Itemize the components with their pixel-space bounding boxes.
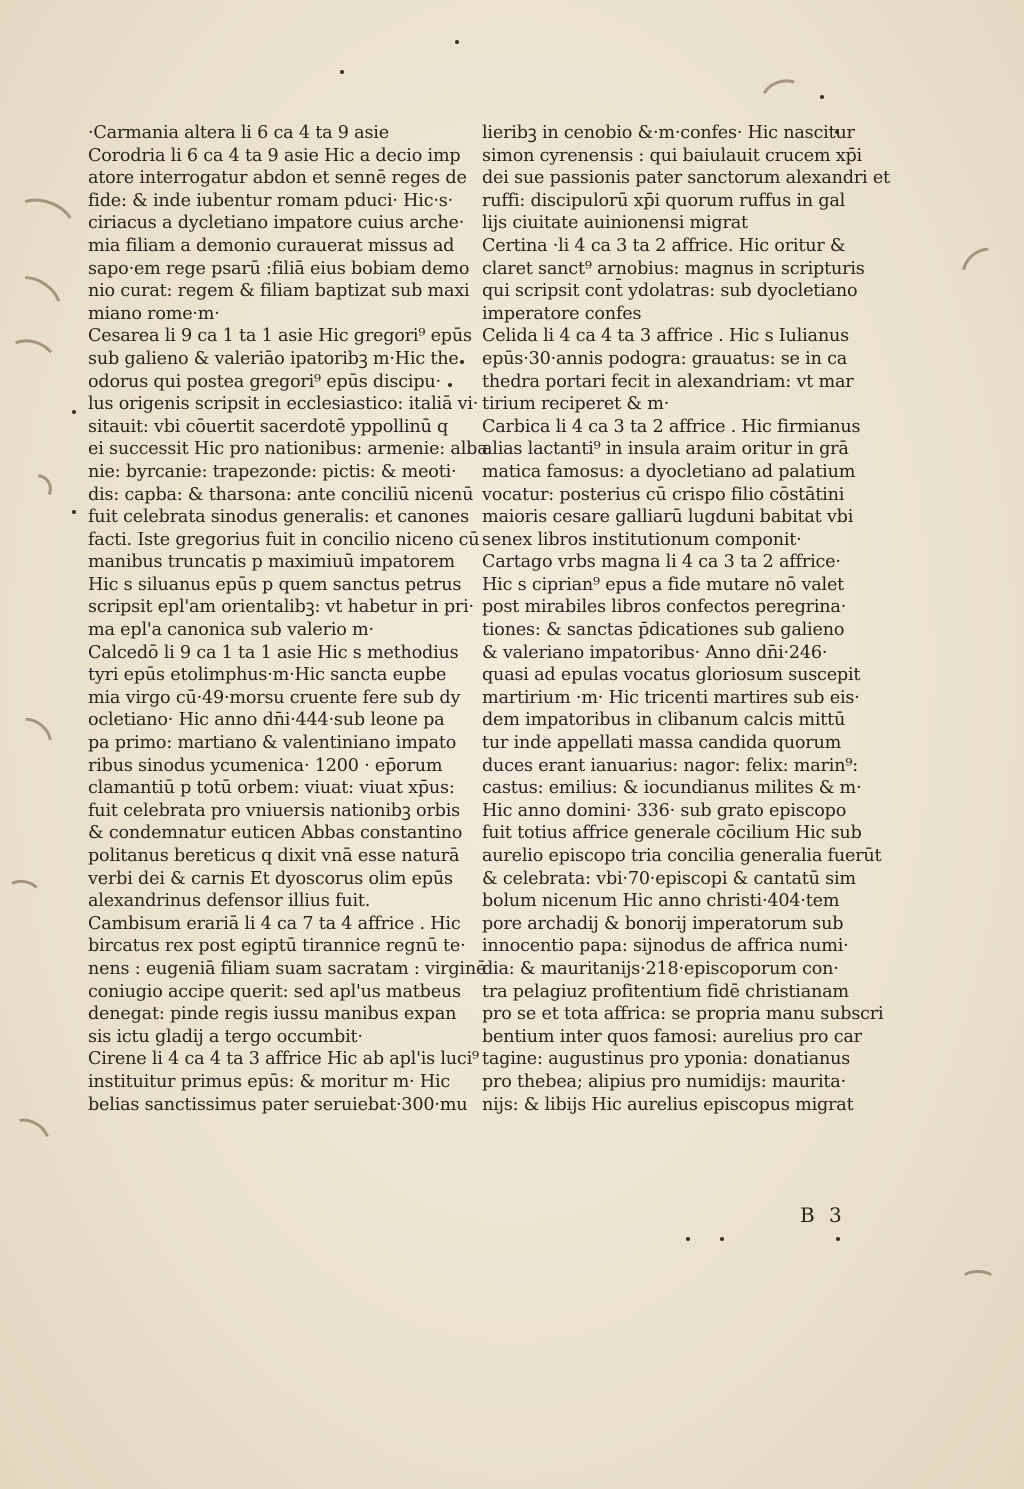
text-line: atore interrogatur abdon et sennē reges de [88,168,467,189]
text-line: fide: & inde iubentur romam pduci· Hic·s· [88,190,453,211]
text-line: mia filiam a demonio curauerat missus ad [88,235,455,256]
text-line: qui scripsit cont̄ ydolatras: sub dyocletiano [482,281,858,302]
text-line: imperatore confes [482,303,642,324]
text-line: sitauit: vbi cōuertit sacerdotē yppollinū q [88,416,449,437]
text-line: verbi dei & carnis Et dyoscorus olim epūs [88,868,453,889]
stain-mark [960,1270,996,1290]
text-line: vocatur: posterius cū crispo filio cōstātini [482,484,845,505]
ink-dot [455,40,459,44]
stain-mark [755,73,811,123]
text-line: ei successit Hic pro nationibus: armenie: alba [88,439,488,460]
text-line: sis ictu gladij a tergo occumbit· [88,1026,363,1047]
text-line: denegat: pinde regis iussu manibus expan [88,1004,457,1025]
text-line: belias sanctissimus pater seruiebat·300·mu [88,1094,468,1115]
text-line: senex libros institutionum componit· [482,529,802,550]
text-line: dia: & mauritanijs·218·episcoporum con· [482,958,839,979]
text-line: odorus qui postea gregori⁹ epūs discipu· [88,371,441,392]
text-line: ciriacus a dycletiano impatore cuius arche· [88,213,465,234]
ink-dot [72,410,76,414]
text-line: post mirabiles libros confectos peregrina· [482,597,847,618]
text-line: facti. Iste gregorius fuit in concilio niceno cū [88,529,480,550]
text-line: pro se et tota affrica: se propria manu subscri [482,1004,884,1025]
text-line: simon cyrenensis : qui baiulauit crucem xp̄i [482,145,862,166]
text-line: ocletiano· Hic anno dn̄i·444·sub leone pa [88,710,445,731]
text-line: Celida li 4 ca 4 ta 3 affrice . Hic s Iulianus [482,326,849,347]
text-line: dei sue passionis pater sanctorum alexandri et [482,168,890,189]
text-line: tiones: & sanctas p̄dicationes sub galieno [482,620,845,641]
text-line: tirium reciperet & m· [482,394,670,415]
text-line: tyri epūs etolimphus·m·Hic sancta eupbe [88,665,447,686]
text-line: bolum nicenum Hic anno christi·404·tem [482,891,840,912]
text-line: dem impatoribus in clibanum calcis mittū [482,710,846,731]
text-line: miano rome·m· [88,303,220,324]
stain-mark [3,267,70,329]
text-line: lieribꝫ in cenobio &·m·confes· Hic nascitur [482,123,855,143]
text-line: pa primo: martiano & valentiniano impato [88,733,457,754]
text-line: pro thebea; alipius pro numidijs: maurita· [482,1071,846,1092]
text-line: tra pelagiuz profitentium fidē christianam [482,981,849,1002]
text-line: tagine: augustinus pro yponia: donatianus [482,1049,851,1070]
text-line: Cesarea li 9 ca 1 ta 1 asie Hic gregori⁹ epūs [88,326,472,347]
text-line: thedra portari fecit in alexandriam: vt mar [482,371,854,392]
text-line: mia virgo cū·49·morsu cruente fere sub dy [88,687,461,708]
text-line: duces erant ianuarius: nagor: felix: marin⁹: [482,755,858,776]
text-column-right [482,122,890,1116]
ink-dot [720,1237,724,1241]
ink-dot [340,70,344,74]
text-line: fuit celebrata sinodus generalis: et canones [88,507,469,528]
text-column-left [88,122,488,1116]
text-line: sub galieno & valeriāo ipatoribꝫ m·Hic the [88,348,459,369]
text-line: Hic s ciprian⁹ epus a fide mutare nō valet [482,574,845,595]
text-line: Certina ·li 4 ca 3 ta 2 affrice. Hic oritur & [482,235,846,256]
text-line: manibus truncatis p maximiuū impatorem [88,552,455,573]
text-line: fuit celebrata pro vniuersis nationibꝫ orbis [88,800,460,821]
text-line: maioris cesare galliarū lugduni babitat vbi [482,507,854,528]
ink-dot [460,360,464,364]
text-line: tur inde appellati massa candida quorum [482,733,842,754]
text-line: quasi ad epulas vocatus gloriosum suscepit [482,665,861,686]
text-line: epūs·30·annis podogra: grauatus: se in ca [482,348,848,369]
text-line: martirium ·m· Hic tricenti martires sub eis· [482,687,860,708]
stain-mark [1,466,59,520]
text-line: ·Carmania altera li 6 ca 4 ta 9 asie [88,123,389,143]
stain-mark [3,877,43,909]
text-line: innocentio papa: sijnodus de affrica numi· [482,936,849,957]
text-line: claret sanct⁹ arnobius: magnus in scripturis [482,258,865,279]
text-line: alexandrinus defensor illius fuit. [88,891,371,912]
ink-dot [72,510,76,514]
ink-dot [686,1237,690,1241]
stain-mark [2,709,60,766]
text-line: ma epl'a canonica sub valerio m· [88,620,374,641]
text-line: coniugio accipe querit: sed apl'us matbeus [88,981,461,1002]
ink-dot [836,1237,840,1241]
text-line: ruffi: discipulorū xp̄i quorum ruffus in gal [482,190,846,211]
text-line: Cambisum erariā li 4 ca 7 ta 4 affrice . Hic [88,913,461,934]
text-line: matica famosus: a dyocletiano ad palatium [482,461,856,482]
text-line: & valeriano impatoribus· Anno dn̄i·246· [482,642,828,663]
text-line: bircatus rex post egiptū tirannice regnū te· [88,936,466,957]
stain-mark [1,334,60,382]
text-line: ribus sinodus ycumenica· 1200 · ep̄orum [88,755,443,776]
text-line: lijs ciuitate auinionensi migrat [482,213,748,234]
text-line: Hic anno domini· 336· sub grato episcopo [482,800,847,821]
text-line: alias lactanti⁹ in insula araim oritur in grā [482,439,849,460]
stain-mark [954,239,1012,296]
text-line: aurelio episcopo tria concilia generalia fuerūt [482,846,882,866]
text-line: nijs: & libijs Hic aurelius episcopus migrat [482,1094,854,1115]
text-line: lus origenis scripsit in ecclesiastico: italiā vi· [88,394,479,415]
text-line: Carbica li 4 ca 3 ta 2 affrice . Hic firmianus [482,416,861,437]
text-line: instituitur primus epūs: & moritur m· Hic [88,1071,451,1092]
text-line: Corodria li 6 ca 4 ta 9 asie Hic a decio imp [88,145,461,166]
text-line: & celebrata: vbi·70·episcopi & cantatū sim [482,868,856,889]
text-line: Hic s siluanus epūs p quem sanctus petrus [88,574,462,595]
text-line: bentium inter quos famosi: aurelius pro car [482,1026,862,1047]
text-line: dis: capba: & tharsona: ante conciliū nicenū [88,484,474,505]
text-line: fuit totius affrice generale cōcilium Hic sub [482,823,862,844]
text-line: pore archadij & bonorij imperatorum sub [482,913,844,934]
stain-mark [0,1111,57,1165]
text-line: scripsit epl'am orientalibꝫ: vt habetur in pri· [88,597,474,618]
text-line: Cartago vrbs magna li 4 ca 3 ta 2 affrice· [482,552,841,573]
signature-mark: B 3 [800,1203,846,1227]
text-line: & condemnatur euticen Abbas constantino [88,823,463,844]
text-line: politanus bereticus q dixit vnā esse naturā [88,846,460,866]
text-line: castus: emilius: & iocundianus milites & m· [482,778,862,799]
text-line: nens : eugeniā filiam suam sacratam : virginē [88,958,487,979]
ink-dot [820,95,824,99]
text-line: nio curat: regem & filiam baptizat sub maxi [88,281,470,302]
text-line: Calcedō li 9 ca 1 ta 1 asie Hic s methodius [88,642,459,663]
text-line: sapo·em rege psarū :filiā eius bobiam demo [88,258,470,279]
text-line: clamantiū p totū orbem: viuat: viuat xp̄us: [88,778,455,799]
text-line: Cirene li 4 ca 4 ta 3 affrice Hic ab apl'is luci⁹ [88,1049,479,1070]
stain-mark [4,190,82,256]
text-line: nie: byrcanie: trapezonde: pictis: & meoti· [88,461,457,482]
